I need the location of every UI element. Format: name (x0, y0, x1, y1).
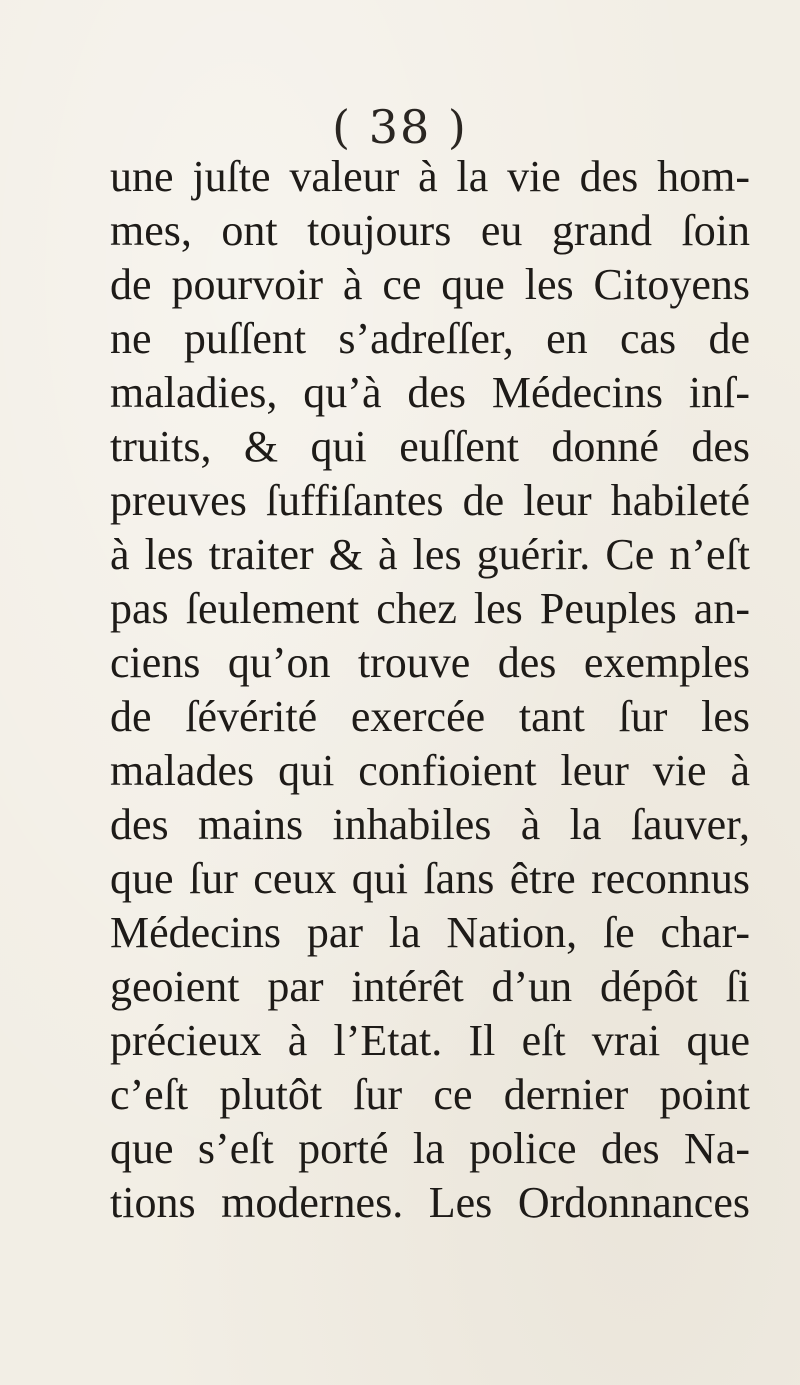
text-line: ne puſſent s’adreſſer, en cas de (110, 314, 750, 363)
text-line: précieux à l’Etat. Il eſt vrai que (110, 1016, 750, 1065)
text-line: c’eſt plutôt ſur ce dernier point (110, 1070, 750, 1119)
text-line: geoient par intérêt d’un dépôt ſi (110, 962, 750, 1011)
text-line: pas ſeulement chez les Peuples an- (110, 584, 750, 633)
text-line: malades qui confioient leur vie à (110, 746, 750, 795)
text-line: tions modernes. Les Ordonnances (110, 1178, 750, 1227)
text-line: mes, ont toujours eu grand ſoin (110, 206, 750, 255)
text-line: truits, & qui euſſent donné des (110, 422, 750, 471)
text-line: une juſte valeur à la vie des hom- (110, 152, 750, 201)
text-line: que ſur ceux qui ſans être reconnus (110, 854, 750, 903)
body-text (110, 150, 750, 1230)
text-line: à les traiter & à les guérir. Ce n’eſt (110, 530, 750, 579)
text-line: des mains inhabiles à la ſauver, (110, 800, 750, 849)
text-line: maladies, qu’à des Médecins inſ- (110, 368, 750, 417)
text-line: que s’eſt porté la police des Na- (110, 1124, 750, 1173)
text-line: ciens qu’on trouve des exemples (110, 638, 750, 687)
text-line: preuves ſuffiſantes de leur habileté (110, 476, 750, 525)
text-line: de pourvoir à ce que les Citoyens (110, 260, 750, 309)
text-line: Médecins par la Nation, ſe char- (110, 908, 750, 957)
text-line: de ſévérité exercée tant ſur les (110, 692, 750, 741)
page-number: ( 38 ) (332, 100, 468, 154)
